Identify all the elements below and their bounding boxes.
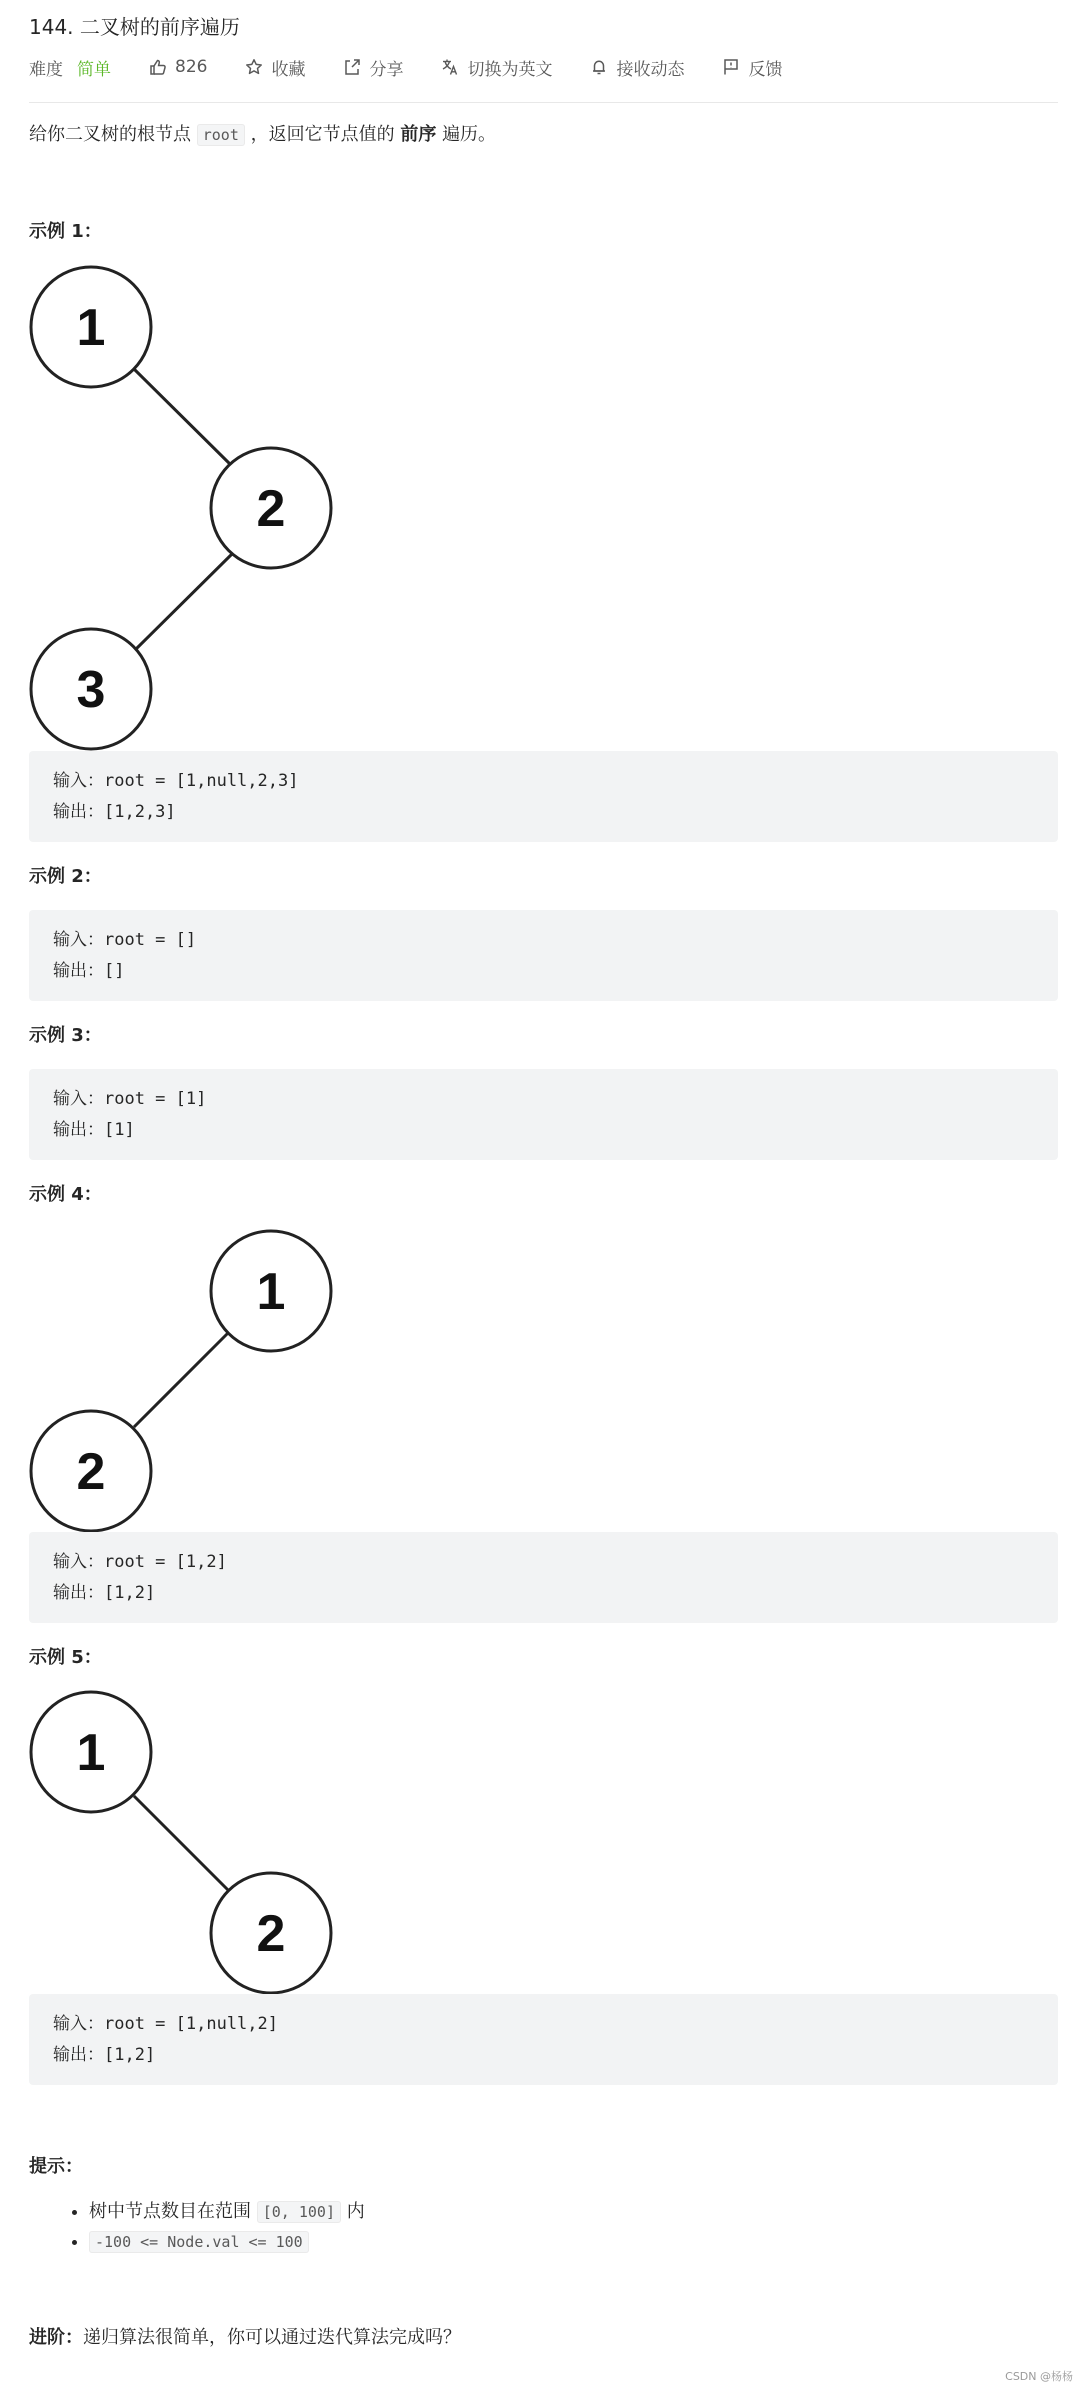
example-1-input: 输入：root = [1,null,2,3] [53, 771, 299, 791]
switch-language-button[interactable] [441, 55, 552, 80]
example-4-code-block [29, 1532, 1058, 1623]
hint-item [89, 2227, 365, 2257]
tree-node [31, 1411, 151, 1531]
problem-meta-bar [29, 53, 820, 81]
tree-node-label: 2 [76, 1443, 106, 1501]
example-1-output: 输出：[1,2,3] [53, 802, 176, 822]
example-1-heading: 示例 1： [29, 221, 102, 242]
csdn-watermark: CSDN @杨杨 [1005, 2370, 1073, 2383]
example-5-output: 输出：[1,2] [53, 2045, 156, 2065]
tree-node-label: 2 [256, 480, 286, 538]
problem-title: 144. 二叉树的前序遍历 [29, 15, 240, 39]
share-button[interactable] [343, 55, 403, 80]
example-5-input: 输入：root = [1,null,2] [53, 2014, 278, 2034]
tree-node [31, 1692, 151, 1812]
favorite-button[interactable] [245, 55, 305, 80]
example-5-tree-diagram [0, 1688, 360, 1998]
hint-2-code: -100 <= Node.val <= 100 [89, 2231, 309, 2253]
tree-node [211, 448, 331, 568]
example-4-output: 输出：[1,2] [53, 1583, 156, 1603]
difficulty-indicator [29, 55, 111, 80]
example-4-input: 输入：root = [1,2] [53, 1552, 227, 1572]
example-2-heading: 示例 2： [29, 866, 102, 887]
example-3-input: 输入：root = [1] [53, 1089, 207, 1109]
translate-icon [441, 58, 459, 76]
tree-node [211, 1231, 331, 1351]
tree-node-label: 1 [256, 1263, 286, 1321]
feedback-label: 反馈 [748, 59, 783, 80]
tree-edge [134, 1796, 228, 1890]
header-divider [29, 102, 1058, 103]
switch-language-label: 切换为英文 [467, 59, 553, 80]
hint-item [89, 2197, 365, 2227]
description-suffix: 遍历。 [442, 124, 497, 145]
description-bold: 前序 [400, 124, 437, 145]
hints-heading: 提示： [29, 2156, 83, 2177]
example-4-tree-diagram [0, 1225, 360, 1535]
notify-button[interactable] [590, 55, 684, 80]
flag-icon [722, 58, 740, 76]
like-count: 826 [175, 57, 208, 77]
tree-node [31, 267, 151, 387]
tree-node-label: 1 [76, 1724, 106, 1782]
difficulty-value: 简单 [77, 59, 111, 80]
tree-node [211, 1873, 331, 1993]
example-1-tree-diagram [0, 260, 360, 758]
problem-description [29, 121, 496, 149]
tree-edge [134, 550, 236, 651]
example-2-code-block [29, 910, 1058, 1001]
example-3-code-block [29, 1069, 1058, 1160]
feedback-button[interactable] [722, 55, 782, 80]
tree-node-label: 1 [76, 299, 106, 357]
example-4-heading: 示例 4： [29, 1184, 102, 1205]
tree-node-label: 2 [256, 1905, 286, 1963]
example-2-input: 输入：root = [] [53, 930, 197, 950]
tree-node-label: 3 [76, 661, 106, 719]
followup-text: 递归算法很简单，你可以通过迭代算法完成吗？ [83, 2327, 461, 2348]
like-button[interactable] [149, 57, 207, 77]
bell-icon [590, 58, 608, 76]
hint-1-suffix: 内 [346, 2201, 365, 2222]
example-3-heading: 示例 3： [29, 1025, 102, 1046]
hint-1-code: [0, 100] [257, 2201, 341, 2223]
example-5-heading: 示例 5： [29, 1647, 102, 1668]
example-3-output: 输出：[1] [53, 1120, 135, 1140]
notify-label: 接收动态 [616, 59, 685, 80]
thumbs-up-icon [149, 58, 167, 76]
description-prefix: 给你二叉树的根节点 [29, 124, 191, 145]
example-5-code-block [29, 1994, 1058, 2085]
description-code: root [197, 124, 245, 146]
example-2-output: 输出：[] [53, 961, 125, 981]
hint-1-prefix: 树中节点数目在范围 [89, 2201, 251, 2222]
example-1-code-block [29, 751, 1058, 842]
tree-node [31, 629, 151, 749]
share-icon [343, 58, 361, 76]
description-middle: ，返回它节点值的 [250, 124, 395, 145]
share-label: 分享 [369, 59, 404, 80]
followup-label: 进阶： [29, 2327, 83, 2348]
star-icon [245, 58, 263, 76]
tree-edge [134, 1333, 228, 1427]
tree-edge [134, 369, 236, 470]
hints-list [29, 2197, 365, 2257]
followup-note [29, 2326, 461, 2350]
favorite-label: 收藏 [271, 59, 306, 80]
difficulty-label: 难度 [29, 59, 63, 80]
